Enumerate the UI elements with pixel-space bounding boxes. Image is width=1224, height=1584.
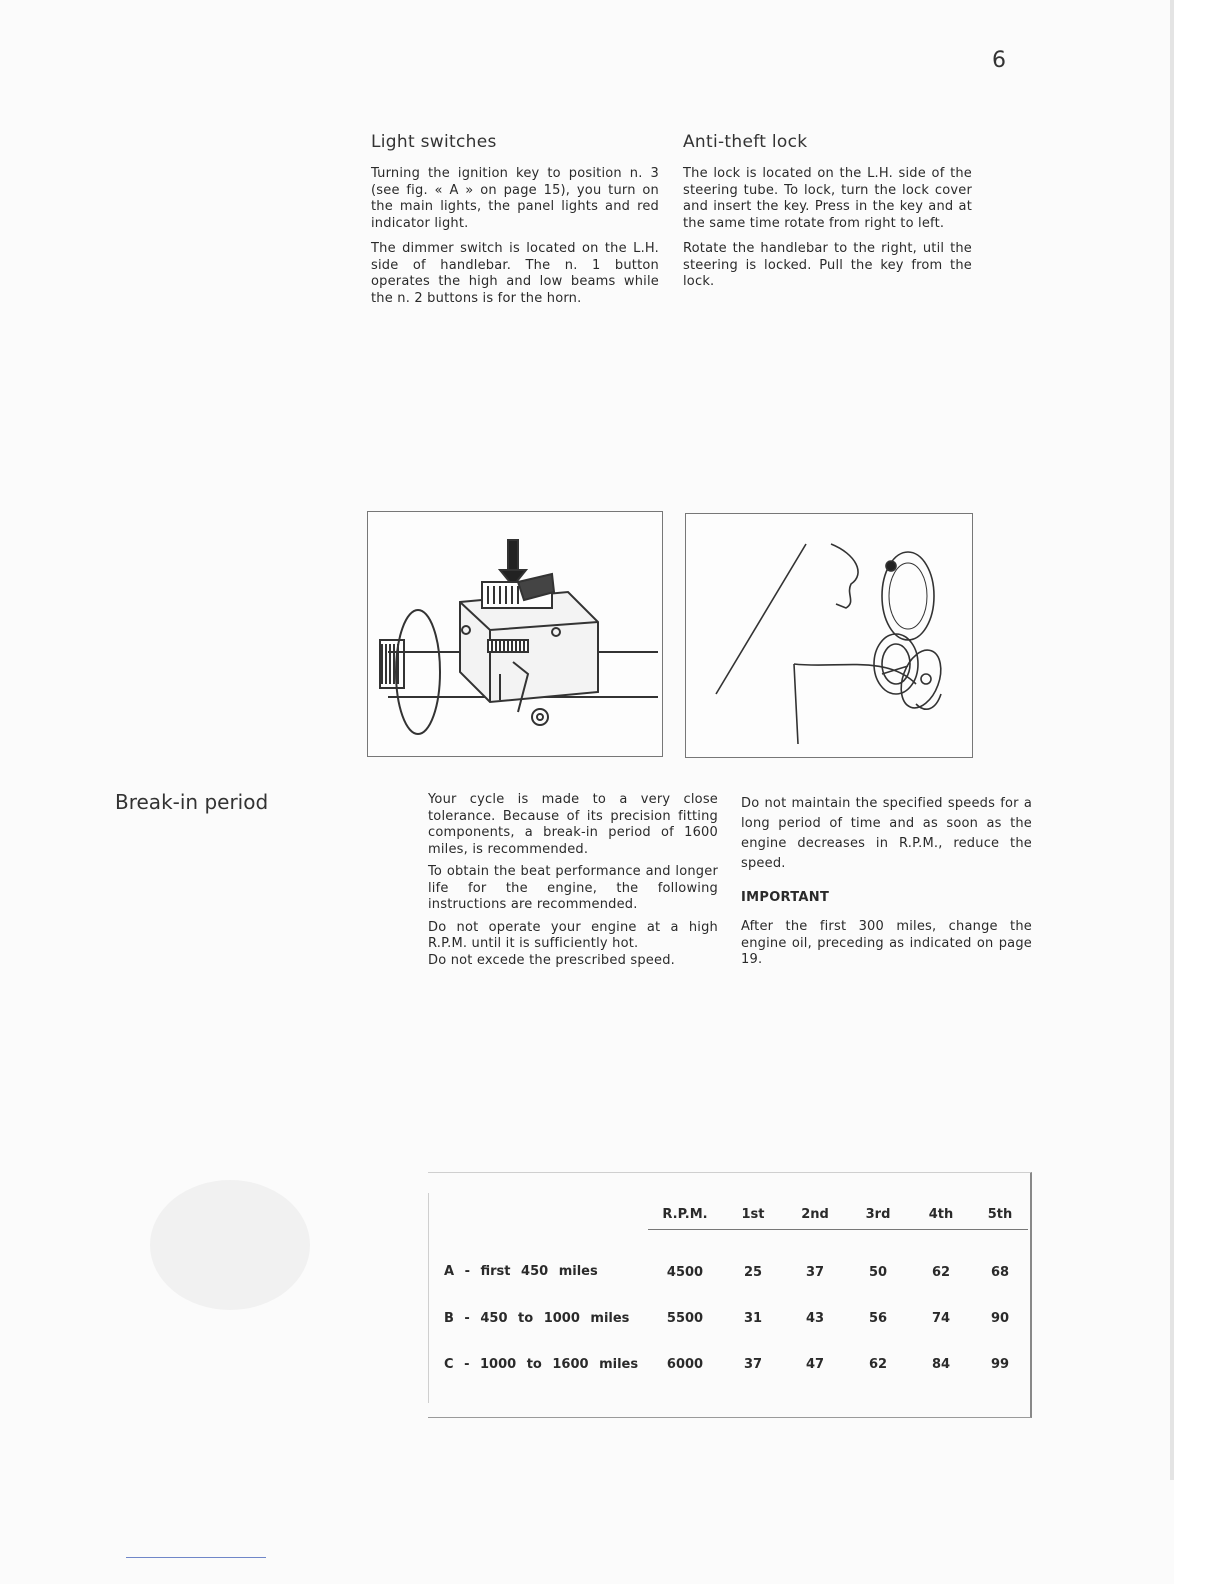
row-label: B - 450 to 1000 miles	[444, 1310, 630, 1326]
cell-3rd: 62	[868, 1356, 888, 1372]
break-in-column-2	[741, 794, 1032, 978]
anti-theft-paragraph-1: The lock is located on the L.H. side of the steering tube. To lock, turn the lock cover and insert the key. Press in the key and at the same time rotate from right to left.	[683, 166, 972, 231]
cell-rpm: 4500	[666, 1264, 704, 1280]
light-switches-title: Light switches	[371, 132, 497, 152]
table-row	[428, 1295, 1028, 1341]
light-switches-paragraph-1: Turning the ignition key to position n. 3 (see fig. « A » on page 15), you turn on the main lights, the panel lights and red indicator light.	[371, 166, 659, 231]
scan-artifact-line	[126, 1557, 266, 1558]
page-margin	[1174, 0, 1224, 1584]
cell-1st: 31	[743, 1310, 763, 1326]
anti-theft-lock-illustration	[685, 513, 973, 758]
break-in-paragraph-4: Do not excede the prescribed speed.	[428, 952, 675, 968]
table-row	[428, 1230, 1028, 1296]
cell-2nd: 37	[805, 1264, 825, 1280]
header-4th: 4th	[910, 1203, 972, 1230]
cell-2nd: 43	[805, 1310, 825, 1326]
cell-5th: 68	[990, 1264, 1010, 1280]
page-number: 6	[992, 48, 1006, 73]
header-blank	[428, 1203, 648, 1230]
break-in-speed-table	[428, 1172, 1032, 1418]
header-1st: 1st	[722, 1203, 784, 1230]
cell-4th: 84	[931, 1356, 951, 1372]
important-label: IMPORTANT	[741, 890, 830, 905]
break-in-paragraph-1: Your cycle is made to a very close tolerance. Because of its precision fitting components, a break-in period of 1600 miles, is recommended.	[428, 792, 718, 857]
cell-5th: 90	[990, 1310, 1010, 1326]
break-in-paragraph-3: Do not operate your engine at a high R.P.M. until it is sufficiently hot.	[428, 919, 718, 951]
header-2nd: 2nd	[784, 1203, 846, 1230]
break-in-paragraph-6: After the first 300 miles, change the engine oil, preceding as indicated on page 19.	[741, 919, 1032, 967]
anti-theft-section	[683, 132, 972, 300]
cell-3rd: 50	[868, 1264, 888, 1280]
anti-theft-title: Anti-theft lock	[683, 132, 808, 152]
scan-smudge	[150, 1180, 310, 1310]
cell-rpm: 5500	[666, 1310, 704, 1326]
header-5th: 5th	[972, 1203, 1028, 1230]
break-in-column-1	[428, 792, 718, 978]
cell-2nd: 47	[805, 1356, 825, 1372]
row-label: C - 1000 to 1600 miles	[444, 1356, 639, 1372]
light-switches-paragraph-2: The dimmer switch is located on the L.H. side of handlebar. The n. 1 button operates the high and low beams while the n. 2 buttons is for the horn.	[371, 241, 659, 306]
cell-4th: 62	[931, 1264, 951, 1280]
handlebar-switch-illustration	[367, 511, 663, 757]
anti-theft-paragraph-2: Rotate the handlebar to the right, util the steering is locked. Pull the key from the lock.	[683, 241, 972, 289]
cell-rpm: 6000	[666, 1356, 704, 1372]
cell-4th: 74	[931, 1310, 951, 1326]
table-row	[428, 1341, 1028, 1387]
cell-1st: 25	[743, 1264, 763, 1280]
cell-3rd: 56	[868, 1310, 888, 1326]
cell-1st: 37	[743, 1356, 763, 1372]
break-in-paragraph-2: To obtain the beat performance and longer life for the engine, the following instructions are recommended.	[428, 864, 718, 912]
table-header-row	[428, 1203, 1028, 1230]
break-in-title: Break-in period	[115, 790, 269, 814]
row-label: A - first 450 miles	[444, 1264, 598, 1280]
header-3rd: 3rd	[846, 1203, 910, 1230]
header-rpm: R.P.M.	[648, 1203, 722, 1230]
break-in-paragraph-5: Do not maintain the specified speeds for a long period of time and as soon as the engine decreases in R.P.M., reduce the speed.	[741, 796, 1032, 871]
light-switches-section	[371, 132, 659, 316]
cell-5th: 99	[990, 1356, 1010, 1372]
